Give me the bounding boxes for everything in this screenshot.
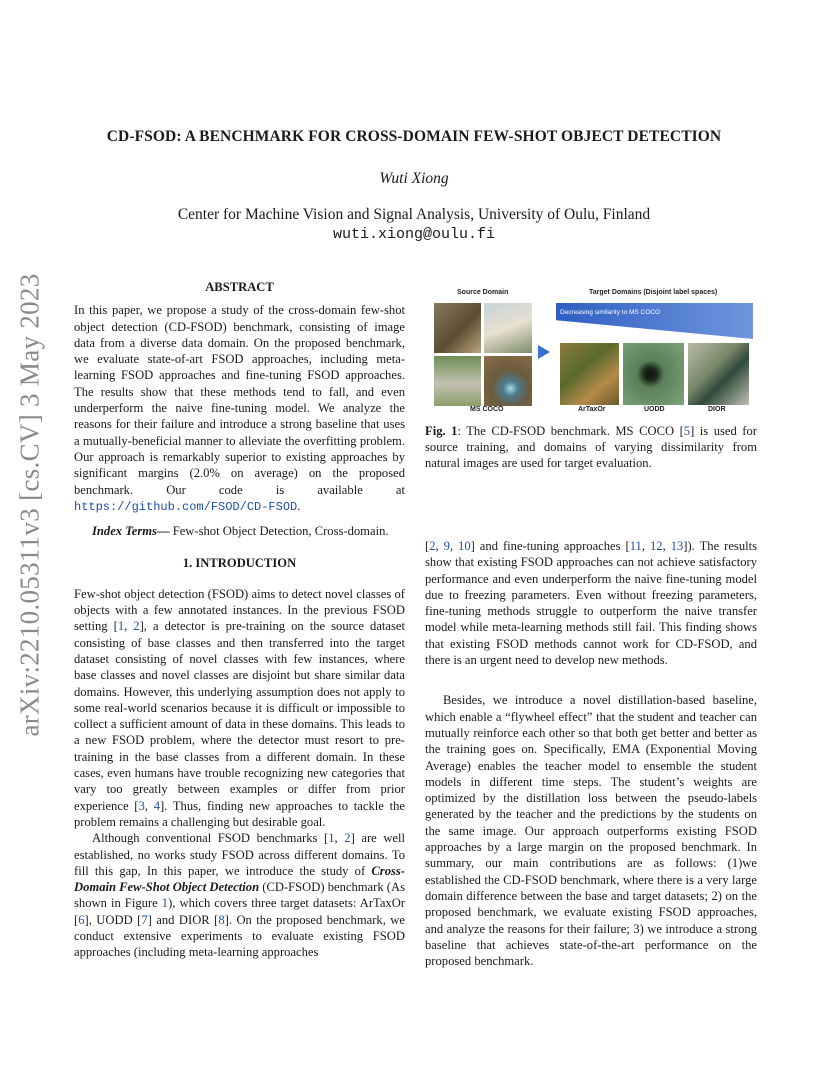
citation-link[interactable]: 2 <box>429 539 436 553</box>
citation-link[interactable]: 4 <box>153 798 160 813</box>
citation-link[interactable]: 8 <box>218 912 225 927</box>
citation-link[interactable]: 2 <box>133 619 140 634</box>
code-link[interactable]: https://github.com/FSOD/CD-FSOD <box>74 499 298 514</box>
target-image-uodd <box>623 343 684 405</box>
source-domain-label: Source Domain <box>457 289 509 296</box>
label-uodd: UODD <box>644 406 665 413</box>
target-image-artaxor <box>560 343 619 405</box>
intro-paragraph-1: Few-shot object detection (FSOD) aims to detect novel classes of objects with a few annotated instances. In the previous FSOD setting [1, 2], a detector is pre-training on the source dataset consisting of base classes and then transferred into the target dataset consisting of novel classes with few instances, where base classes and novel classes are disjoint but share similar data domains. However, this underlying assumption does not apply to some real-world scenarios because it is difficult or impossible to collect a sufficient amount of data in these domains. This leads to a new FSOD problem, where the detector must resort to pre-training in the base classes from a different domain. In these cases, even humans have trouble recognizing new categories that vary too greatly between examples or differ from prior experience [3, 4]. Thus, finding new approaches to tackle the problem remains a challenging but desirable goal. <box>74 586 405 829</box>
index-terms: Index Terms— Few-shot Object Detection, Cross-domain. <box>92 524 389 539</box>
abstract-heading: ABSTRACT <box>205 280 274 294</box>
citation-link[interactable]: 10 <box>458 539 471 553</box>
arrow-right-icon <box>538 345 550 359</box>
label-ms-coco: MS COCO <box>470 406 504 413</box>
citation-link[interactable]: 13 <box>670 539 684 553</box>
source-image-2 <box>484 303 532 353</box>
intro-paragraph-2: Although conventional FSOD benchmarks [1, 2] are well established, no works study FSOD across different domains. To fill this gap, In this paper, we introduce the study of Cross-Domain Few-Shot Object Detection (CD-FSOD) benchmark (As shown in Figure 1), which covers three target datasets: ArTaxOr [6], UODD [7] and DIOR [8]. On the proposed benchmark, we conduct extensive experiments to evaluate existing FSOD approaches (including meta-learning approaches <box>74 831 406 960</box>
figure-link[interactable]: 1 <box>161 896 169 911</box>
arxiv-stamp: arXiv:2210.05311v3 [cs.CV] 3 May 2023 <box>14 273 45 737</box>
citation-link[interactable]: 2 <box>344 831 351 846</box>
target-domains-label: Target Domains (Disjoint label spaces) <box>589 289 718 296</box>
affiliation: Center for Machine Vision and Signal Analysis, University of Oulu, Finland <box>177 206 651 223</box>
right-column <box>425 538 757 969</box>
figure-1-caption: Fig. 1: The CD-FSOD benchmark. MS COCO [5] is used for source training, and domains of varying dissimilarity from natural images are used for target evaluation. <box>425 424 757 470</box>
citation-link[interactable]: 5 <box>683 424 691 438</box>
paper-title: CD-FSOD: A BENCHMARK FOR CROSS-DOMAIN FEW-SHOT OBJECT DETECTION <box>106 128 722 145</box>
source-image-1 <box>434 303 481 353</box>
introduction-heading: 1. INTRODUCTION <box>182 556 297 571</box>
label-artaxor: ArTaxOr <box>578 406 606 413</box>
citation-link[interactable]: 11 <box>629 539 642 553</box>
arxiv-stamp-container <box>0 273 60 737</box>
right-paragraph-2: Besides, we introduce a novel distillation-based baseline, which enable a “flywheel effect” that the student and teacher can mutually reinforce each other so that both get better and better as the training goes on. Specifically, EMA (Exponential Moving Average) enables the teacher model to ensemble the student models in different time steps. The student’s weights are optimized by the distillation loss between the pseudo-labels generated by the teacher and the predictions by the students on the same image. Our approach outperforms existing FSOD approaches by a large margin on the proposed benchmark. In summary, our main contributions are as follows: (1)we established the CD-FSOD benchmark, where there is a very large domain difference between the base and target datasets; 2) on the proposed benchmark, we evaluate existing FSOD approaches, and analyze the reasons for their failure; 3) we introduce a strong baseline that achieves state-of-the-art performance on the proposed benchmark. <box>425 693 757 969</box>
label-dior: DIOR <box>708 406 726 413</box>
similarity-banner-text: Decreasing similarity to MS COCO <box>560 309 661 316</box>
source-image-4 <box>484 356 532 406</box>
left-column <box>74 279 405 961</box>
abstract-text: In this paper, we propose a study of the cross-domain few-shot object detection (CD-FSOD) benchmark, consisting of image data from a diverse data domain. On the proposed benchmark, we evaluate state-of-art FSOD approaches, including meta-learning FSOD approaches and fine-tuning FSOD approaches. The results show that these methods tend to fall, and even underperform the naive fine-tuning model. We analyze the reasons for their failure and introduce a strong baseline that uses a mutually-beneficial manner to alleviate the overfitting problem. Our approach is remarkably superior to existing approaches by significant margins (2.0% on average) on the proposed benchmark. Our code is available at https://github.com/FSOD/CD-FSOD. <box>74 303 405 514</box>
author-name: Wuti Xiong <box>379 170 449 187</box>
citation-link[interactable]: 6 <box>78 912 85 927</box>
source-image-3 <box>434 356 481 406</box>
author-email[interactable]: wuti.xiong@oulu.fi <box>332 226 496 243</box>
citation-link[interactable]: 12 <box>649 539 663 553</box>
figure-1 <box>432 285 756 415</box>
citation-link[interactable]: 3 <box>138 798 145 813</box>
target-image-dior <box>688 343 749 405</box>
right-paragraph-1: [2, 9, 10] and fine-tuning approaches [11, 12, 13]). The results show that existing FSOD approaches can not achieve satisfactory performance and even underperform the naive fine-tuning model due to freezing parameters. Even without freezing parameters, fine-tuning methods struggle to outperform the naive transfer model while meta-learning methods still fail. This finding shows that existing FSOD methods cannot work for CD-FSOD, and there is an urgent need to develop new methods. <box>425 539 758 668</box>
citation-link[interactable]: 1 <box>328 831 335 846</box>
citation-link[interactable]: 1 <box>117 619 125 634</box>
citation-link[interactable]: 9 <box>443 539 450 553</box>
citation-link[interactable]: 7 <box>141 912 148 927</box>
